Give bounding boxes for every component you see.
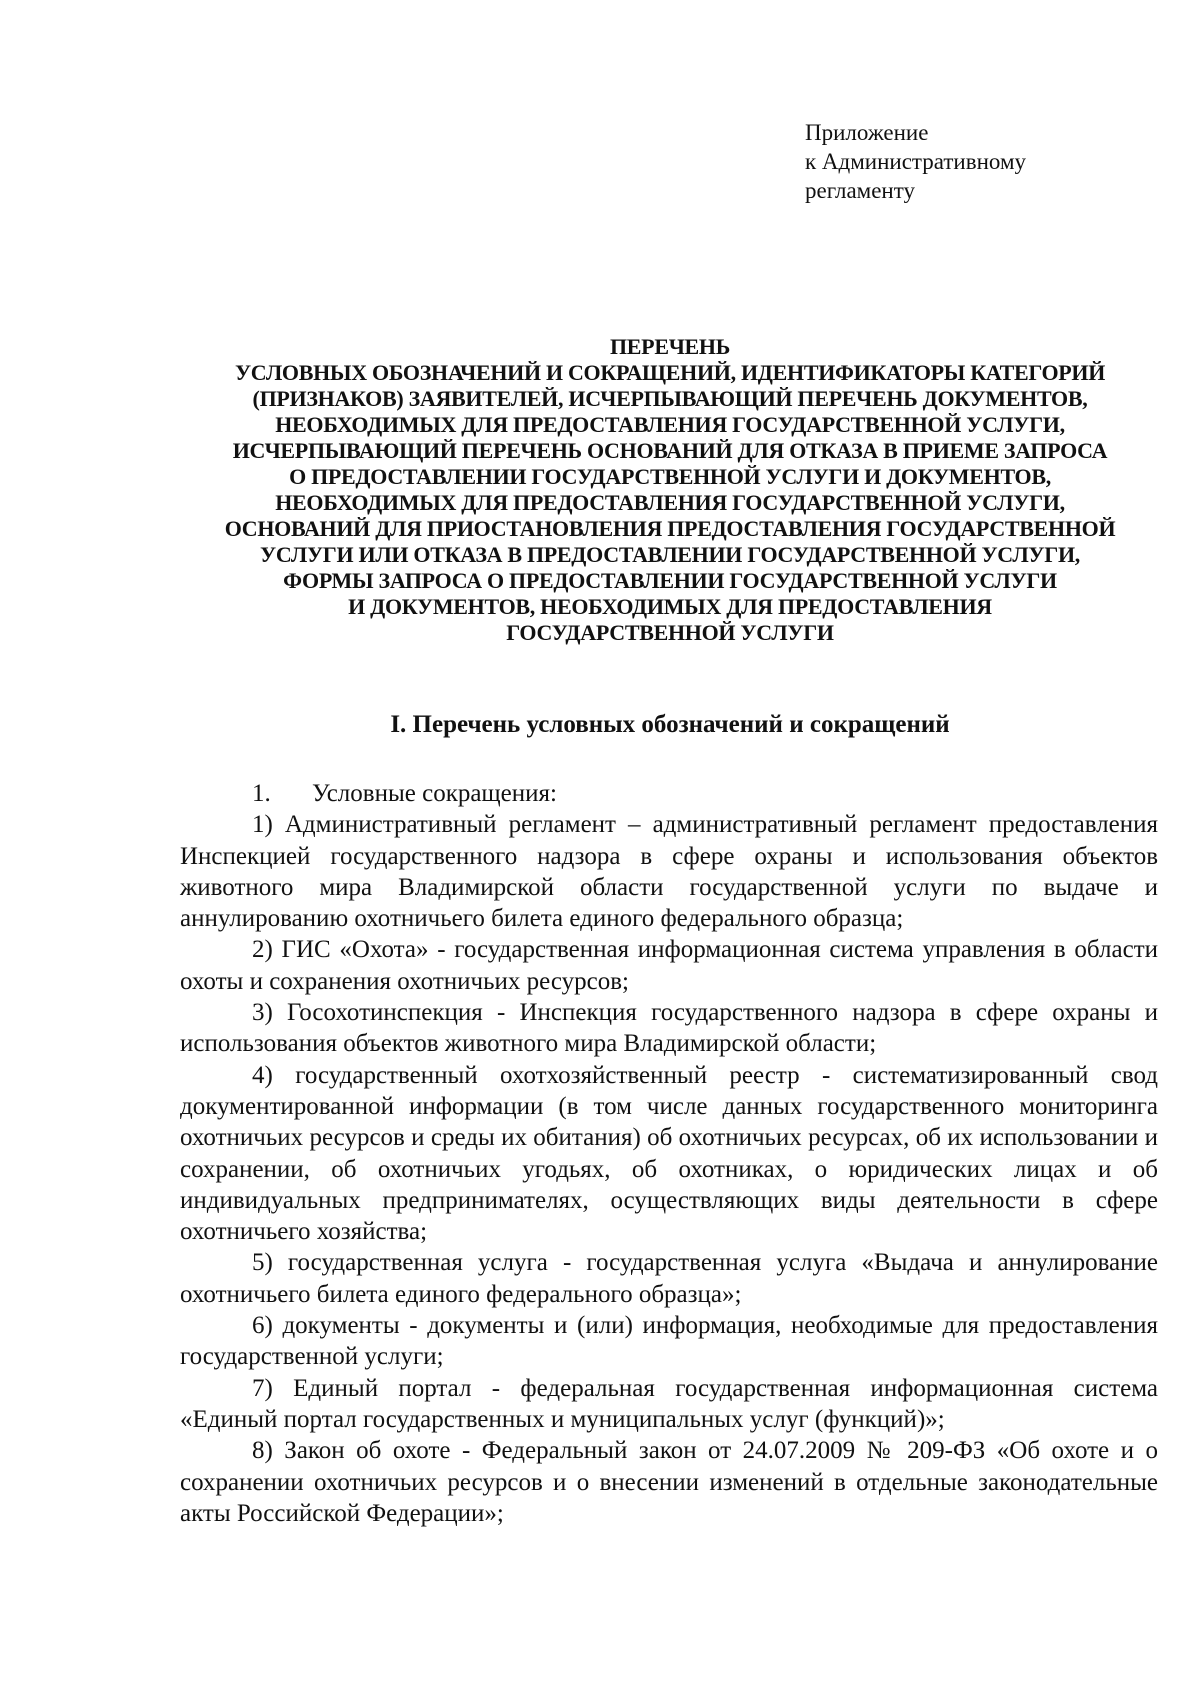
definition-paragraph: 8) Закон об охоте - Федеральный закон от 24.07.2009 № 209-ФЗ «Об охоте и о сохранении охотничьих ресурсов и о внесении изменений в отдельные законодательные акты Российской Федерации»;: [180, 1437, 1158, 1527]
title-line: (ПРИЗНАКОВ) ЗАЯВИТЕЛЕЙ, ИСЧЕРПЫВАЮЩИЙ ПЕРЕЧЕНЬ ДОКУМЕНТОВ,: [252, 386, 1088, 411]
definition-paragraph: 4) государственный охотхозяйственный реестр - систематизированный свод документированной информации (в том числе данных государственного мониторинга охотничьих ресурсов и среды их обитания) об охотничьих ресурсах, об их использовании и сохранении, об охотничьих угодьях, об охотниках, о юридических лицах и об индивидуальных предпринимателях, осуществляющих виды деятельности в сфере охотничьего хозяйства;: [180, 1061, 1158, 1246]
definition-paragraph: 7) Единый портал - федеральная государственная информационная система «Единый портал государственных и муниципальных услуг (функций)»;: [180, 1374, 1158, 1433]
title-line: О ПРЕДОСТАВЛЕНИИ ГОСУДАРСТВЕННОЙ УСЛУГИ И ДОКУМЕНТОВ,: [289, 464, 1051, 489]
document-title: [190, 334, 1150, 646]
title-line: И ДОКУМЕНТОВ, НЕОБХОДИМЫХ ДЛЯ ПРЕДОСТАВЛЕНИЯ: [348, 594, 992, 619]
annex-line-3: регламенту: [805, 178, 915, 203]
definition-paragraph: 2) ГИС «Охота» - государственная информационная система управления в области охоты и сохранения охотничьих ресурсов;: [180, 936, 1158, 995]
definition-paragraph: 1) Административный регламент – административный регламент предоставления Инспекцией государственного надзора в сфере охраны и использования объектов животного мира Владимирской области государственной услуги по выдаче и аннулированию охотничьего билета единого федерального образца;: [180, 811, 1158, 933]
annex-line-2: к Административному: [805, 149, 1027, 174]
title-line: ОСНОВАНИЙ ДЛЯ ПРИОСТАНОВЛЕНИЯ ПРЕДОСТАВЛЕНИЯ ГОСУДАРСТВЕННОЙ: [224, 516, 1116, 541]
title-line: ИСЧЕРПЫВАЮЩИЙ ПЕРЕЧЕНЬ ОСНОВАНИЙ ДЛЯ ОТКАЗА В ПРИЕМЕ ЗАПРОСА: [232, 438, 1108, 463]
title-line: ГОСУДАРСТВЕННОЙ УСЛУГИ: [506, 620, 834, 645]
annex-line-1: Приложение: [805, 120, 929, 145]
title-line: УСЛУГИ ИЛИ ОТКАЗА В ПРЕДОСТАВЛЕНИИ ГОСУДАРСТВЕННОЙ УСЛУГИ,: [259, 542, 1080, 567]
title-line: ФОРМЫ ЗАПРОСА О ПРЕДОСТАВЛЕНИИ ГОСУДАРСТВЕННОЙ УСЛУГИ: [283, 568, 1057, 593]
definition-paragraph: 5) государственная услуга - государственная услуга «Выдача и аннулирование охотничьего билета единого федерального образца»;: [180, 1249, 1158, 1308]
title-line: УСЛОВНЫХ ОБОЗНАЧЕНИЙ И СОКРАЩЕНИЙ, ИДЕНТИФИКАТОРЫ КАТЕГОРИЙ: [234, 360, 1106, 385]
item-label: Условные сокращения:: [312, 780, 557, 807]
item-heading: [180, 778, 1158, 809]
title-line: НЕОБХОДИМЫХ ДЛЯ ПРЕДОСТАВЛЕНИЯ ГОСУДАРСТВЕННОЙ УСЛУГИ,: [275, 412, 1065, 437]
definition-paragraph: 6) документы - документы и (или) информация, необходимые для предоставления государственной услуги;: [180, 1312, 1158, 1371]
title-line: ПЕРЕЧЕНЬ: [610, 334, 730, 359]
title-line: НЕОБХОДИМЫХ ДЛЯ ПРЕДОСТАВЛЕНИЯ ГОСУДАРСТВЕННОЙ УСЛУГИ,: [275, 490, 1065, 515]
annex-header: [805, 118, 1026, 205]
section-body: [180, 778, 1158, 1529]
item-number: 1.: [252, 780, 271, 807]
section-heading: I. Перечень условных обозначений и сокращений: [390, 711, 950, 738]
definition-paragraph: 3) Госохотинспекция - Инспекция государственного надзора в сфере охраны и использования объектов животного мира Владимирской области;: [180, 999, 1158, 1058]
